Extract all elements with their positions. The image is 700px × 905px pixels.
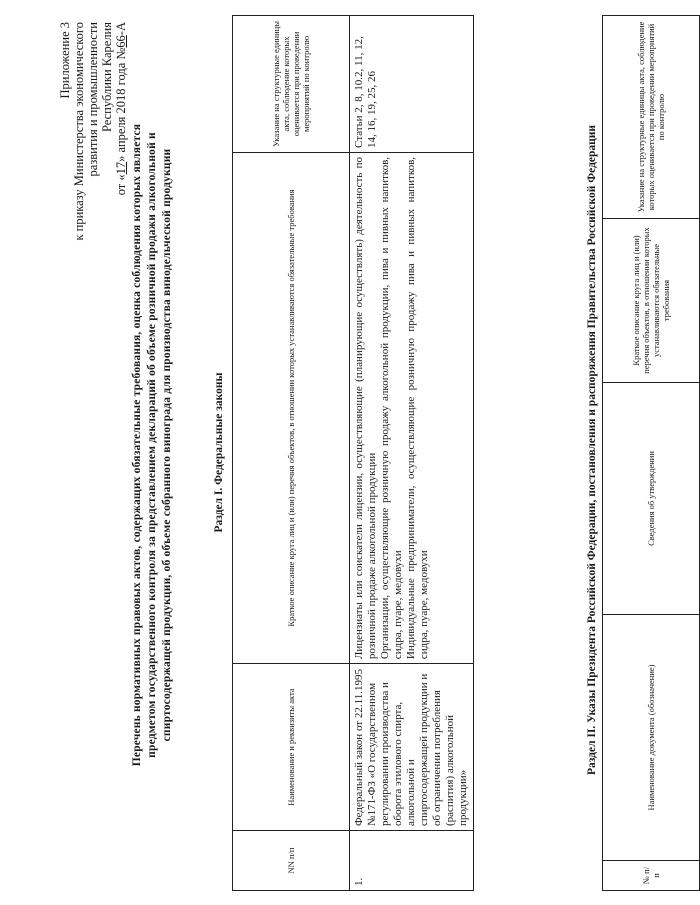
appendix-date-line: [114, 22, 128, 322]
row-desc-line-1: Лицензиаты или соискатели лицензии, осуществляющие (планирующие осуществлять) деятельность по розничной продаже алкогольной продукции: [353, 156, 378, 660]
row-struct-units: Статьи 2, 8, 10.2, 11, 12, 14, 16, 19, 25, 26: [350, 16, 474, 153]
doc-number: 66: [114, 35, 128, 48]
appendix-line-4: Республики Карелия: [100, 22, 114, 133]
row-act-name: Федеральный закон от 22.11.1995 №171-ФЗ «О государственном регулировании производства и оборота этилового спирта, алкогольной и спиртосодержащей продукции и об ограничении потребления (распития) алкогольной продукции»: [350, 664, 474, 831]
header-approval-info: Сведения об утверждении: [603, 383, 700, 615]
row-num: 1.: [350, 831, 474, 891]
table-header-row: [233, 16, 350, 891]
header-struct: Указание на структурные единицы акта, соблюдение которых оценивается при проведении мероприятий по контролю: [603, 16, 700, 219]
section-2-title: Раздел II. Указы Президента Российской Федерации, постановления и распоряжения Правительства Российской Федерации: [586, 124, 598, 776]
doc-suffix: -А: [114, 22, 128, 36]
row-desc-line-3: Индивидуальные предприниматели, осуществляющие розничную продажу пива и пивных напитков, сидра, пуаре, медовухи: [405, 156, 430, 660]
section-1-title: Раздел I. Федеральные законы: [213, 372, 225, 533]
date-day: 17: [114, 161, 128, 175]
table-header-row: [603, 16, 700, 891]
header-name: Наименование и реквизиты акта: [233, 664, 350, 831]
row-desc-line-2: Организации, осуществляющие розничную продажу алкогольной продукции, пива и пивных напитков, сидра, пуаре, медовухи: [379, 156, 404, 660]
header-num: № п/п: [603, 861, 700, 891]
date-prefix: от «: [114, 174, 128, 196]
date-mid: » апреля 2018 года №: [114, 47, 128, 162]
appendix-line-1: Приложение 3: [58, 22, 72, 99]
row-desc: [350, 152, 474, 663]
header-doc-name: Наименование документа (обозначение): [603, 615, 700, 861]
appendix-line-2: к приказу Министерства экономического: [72, 22, 86, 241]
table-row: [350, 16, 474, 891]
appendix-line-3: развития и промышленности: [86, 22, 100, 177]
document-title: Перечень нормативных правовых актов, содержащих обязательные требования, оценка соблюдения которых является предметом государственного контроля за представлением деклараций об объеме розничной продажи алкогольной и спиртосодержащей продукции, об объеме собранного винограда для производства винодельческой продукции: [131, 123, 173, 767]
header-num: NN п/п: [233, 831, 350, 891]
decrees-table: [602, 15, 700, 891]
header-desc: Краткое описание круга лиц и (или) перечня объектов, в отношении которых устанавливаются обязательные требования: [603, 219, 700, 383]
header-struct: Указание на структурные единицы акта, соблюдение которых оценивается при проведении мероприятий по контролю: [233, 16, 350, 153]
header-desc: Краткое описание круга лиц и (или) перечня объектов, в отношении которых устанавливаются обязательные требования: [233, 152, 350, 663]
appendix-header: [58, 22, 128, 322]
federal-laws-table: [232, 15, 474, 891]
